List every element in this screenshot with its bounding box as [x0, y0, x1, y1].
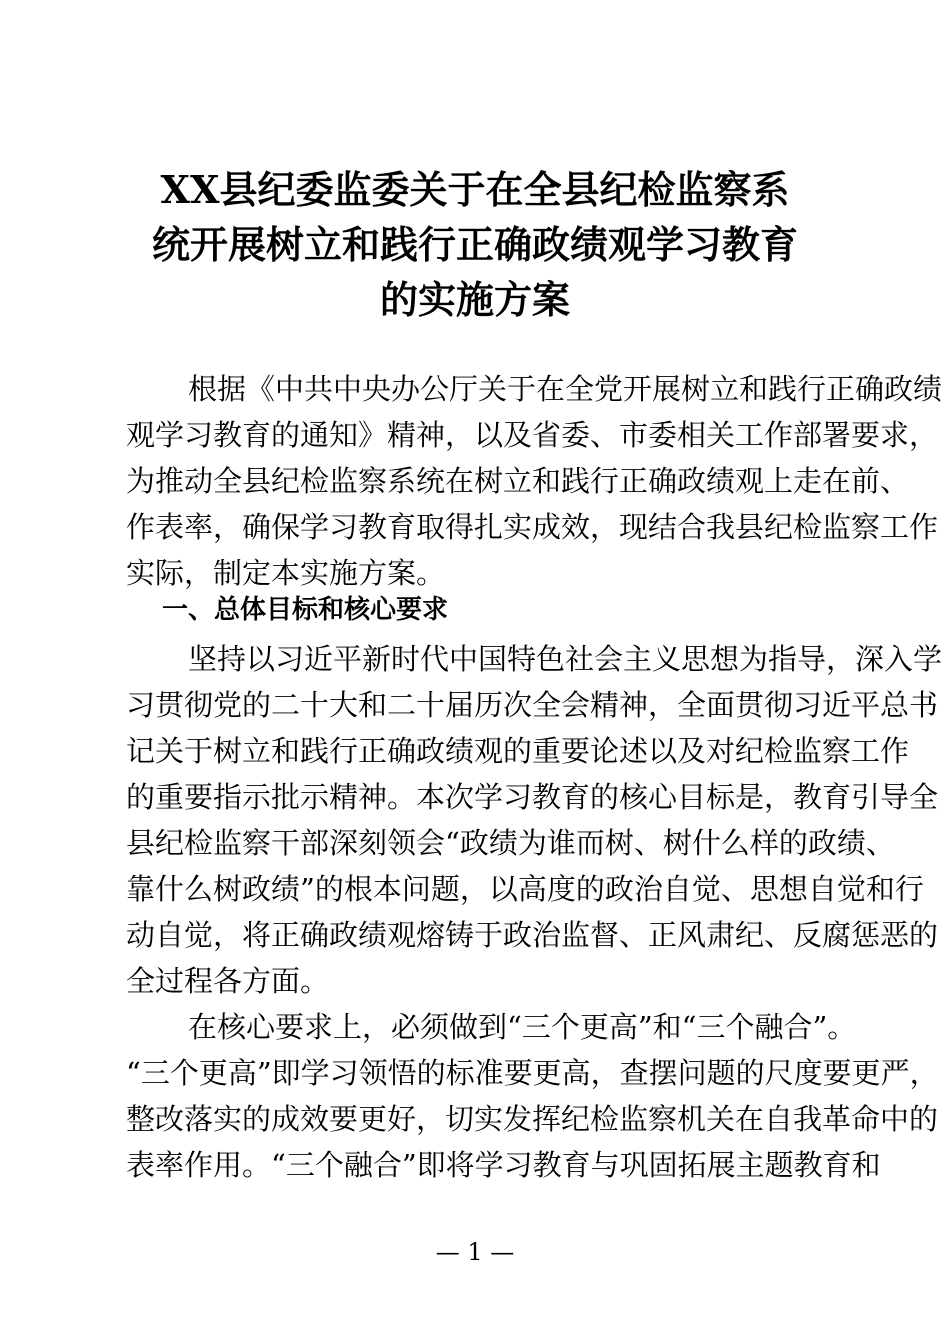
- text-line: 动自觉，将正确政绩观熔铸于政治监督、正风肃纪、反腐惩恶的: [126, 918, 939, 952]
- text-line: 坚持以习近平新时代中国特色社会主义思想为指导，深入学: [188, 642, 943, 676]
- document-title: [100, 162, 850, 327]
- title-line: 的实施方案: [379, 277, 570, 322]
- title-line: 统开展树立和践行正确政绩观学习教育: [151, 222, 798, 267]
- text-line: 根据《中共中央办公厅关于在全党开展树立和践行正确政绩: [188, 372, 943, 406]
- text-line: 表率作用。“三个融合”即将学习教育与巩固拓展主题教育和: [126, 1148, 881, 1182]
- text-line: 全过程各方面。: [126, 964, 330, 998]
- text-line: 靠什么树政绩”的根本问题，以高度的政治自觉、思想自觉和行: [126, 872, 924, 906]
- paragraph: [126, 1004, 939, 1188]
- text-line: 的重要指示批示精神。本次学习教育的核心目标是，教育引导全: [126, 780, 939, 814]
- text-line: 县纪检监察干部深刻领会“政绩为谁而树、树什么样的政绩、: [126, 826, 895, 860]
- section-heading: 一、总体目标和核心要求: [162, 595, 449, 625]
- text-line: “三个更高”即学习领悟的标准要更高，查摆问题的尺度要更严，: [126, 1056, 939, 1090]
- text-line: 为推动全县纪检监察系统在树立和践行正确政绩观上走在前、: [126, 464, 910, 498]
- paragraph: [126, 366, 943, 596]
- text-line: 在核心要求上，必须做到“三个更高”和“三个融合”。: [188, 1010, 857, 1044]
- text-line: 记关于树立和践行正确政绩观的重要论述以及对纪检监察工作: [126, 734, 910, 768]
- title-line: XX县纪委监委关于在全县纪检监察系: [160, 167, 790, 212]
- paragraph: [126, 636, 943, 1004]
- text-line: 习贯彻党的二十大和二十届历次全会精神，全面贯彻习近平总书: [126, 688, 939, 722]
- text-line: 整改落实的成效要更好，切实发挥纪检监察机关在自我革命中的: [126, 1102, 939, 1136]
- text-line: 观学习教育的通知》精神，以及省委、市委相关工作部署要求，: [126, 418, 939, 452]
- page-number: — 1 —: [435, 1238, 515, 1266]
- text-line: 实际，制定本实施方案。: [126, 556, 446, 590]
- text-line: 作表率，确保学习教育取得扎实成效，现结合我县纪检监察工作: [126, 510, 939, 544]
- document-body: [126, 366, 943, 1188]
